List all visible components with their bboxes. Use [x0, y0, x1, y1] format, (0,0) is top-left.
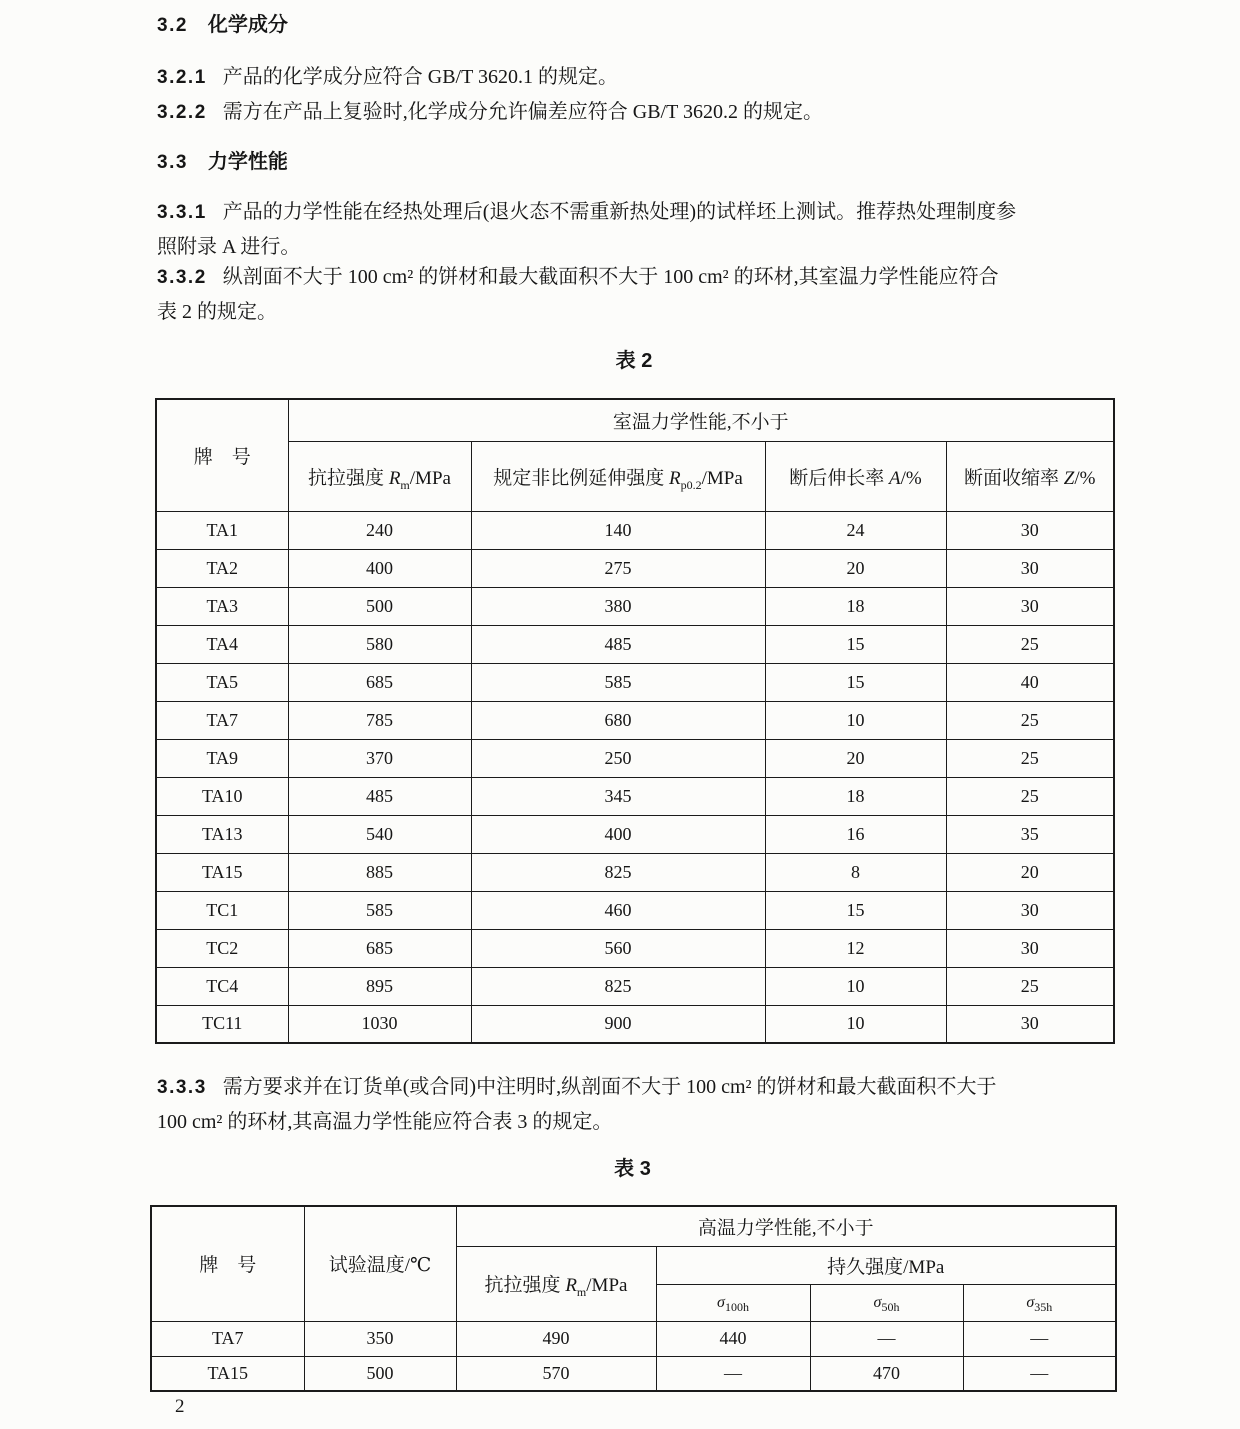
value-cell: 540	[288, 815, 471, 853]
grade-cell: TA3	[156, 587, 288, 625]
value-cell: 12	[765, 929, 946, 967]
value-cell: 560	[471, 929, 765, 967]
value-cell: 20	[946, 853, 1114, 891]
clause-3-2-2	[157, 95, 1132, 130]
value-cell: 25	[946, 739, 1114, 777]
value-cell: 35	[946, 815, 1114, 853]
clause-3-3-2	[157, 260, 1132, 330]
value-cell: 895	[288, 967, 471, 1005]
clause-text: 产品的力学性能在经热处理后(退火态不需重新热处理)的试样坯上测试。推荐热处理制度参	[222, 201, 1017, 223]
table3-sigma35h-header: $\sigma_{35h}$	[963, 1284, 1116, 1321]
value-cell: 460	[471, 891, 765, 929]
clause-3-3-3	[157, 1070, 1132, 1140]
table2-header-row-2	[156, 441, 1114, 511]
table2-col-header-reduction: 断面收缩率 Z/%	[946, 441, 1114, 511]
table2-row	[156, 891, 1114, 929]
table2-row	[156, 1005, 1114, 1043]
value-cell: 500	[288, 587, 471, 625]
table2-row	[156, 929, 1114, 967]
value-cell: 24	[765, 511, 946, 549]
value-cell: 15	[765, 663, 946, 701]
value-cell: 570	[456, 1356, 656, 1391]
table2-row	[156, 967, 1114, 1005]
table3-caption: 表 3	[614, 1158, 651, 1180]
value-cell: 250	[471, 739, 765, 777]
table2-row	[156, 511, 1114, 549]
value-cell: 370	[288, 739, 471, 777]
value-cell: 30	[946, 929, 1114, 967]
clause-number: 3.3.2	[157, 267, 207, 288]
section-number: 3.2	[157, 15, 188, 36]
table3-sigma50h-header: $\sigma_{50h}$	[810, 1284, 963, 1321]
value-cell: 825	[471, 967, 765, 1005]
value-cell: 685	[288, 929, 471, 967]
value-cell: 40	[946, 663, 1114, 701]
clause-text-line2: 表 2 的规定。	[157, 301, 277, 323]
table2-row	[156, 739, 1114, 777]
grade-cell: TA7	[156, 701, 288, 739]
value-cell: 25	[946, 625, 1114, 663]
grade-cell: TC2	[156, 929, 288, 967]
grade-cell: TA2	[156, 549, 288, 587]
grade-cell: TA10	[156, 777, 288, 815]
table2-row	[156, 853, 1114, 891]
value-cell: 900	[471, 1005, 765, 1043]
value-cell: 15	[765, 891, 946, 929]
value-cell: 470	[810, 1356, 963, 1391]
value-cell: 500	[304, 1356, 456, 1391]
clause-3-3-1	[157, 195, 1132, 265]
table2-grade-header: 牌 号	[156, 399, 288, 511]
section-title: 化学成分	[207, 14, 288, 36]
value-cell: 585	[471, 663, 765, 701]
grade-cell: TA7	[151, 1321, 304, 1356]
clause-number: 3.2.1	[157, 67, 207, 88]
table3-row	[151, 1321, 1116, 1356]
value-cell: 440	[656, 1321, 810, 1356]
table2-col-header-elongation: 断后伸长率 A/%	[765, 441, 946, 511]
value-cell: 785	[288, 701, 471, 739]
table2-row	[156, 625, 1114, 663]
table2-room-temperature-properties	[155, 398, 1115, 1044]
value-cell: 350	[304, 1321, 456, 1356]
value-cell: 18	[765, 777, 946, 815]
table3-span-header: 高温力学性能,不小于	[456, 1206, 1116, 1246]
value-cell: 16	[765, 815, 946, 853]
value-cell: 580	[288, 625, 471, 663]
clause-number: 3.3.3	[157, 1077, 207, 1098]
table3-body	[151, 1321, 1116, 1391]
table2-header-row-1	[156, 399, 1114, 441]
grade-cell: TC4	[156, 967, 288, 1005]
value-cell: 490	[456, 1321, 656, 1356]
value-cell: 140	[471, 511, 765, 549]
value-cell: 400	[288, 549, 471, 587]
value-cell: —	[963, 1356, 1116, 1391]
table2-row	[156, 587, 1114, 625]
value-cell: 680	[471, 701, 765, 739]
value-cell: 345	[471, 777, 765, 815]
table2-caption: 表 2	[615, 350, 653, 372]
value-cell: —	[963, 1321, 1116, 1356]
grade-cell: TA1	[156, 511, 288, 549]
table2-row	[156, 701, 1114, 739]
table3-sigma100h-header: $\sigma_{100h}$	[656, 1284, 810, 1321]
value-cell: 10	[765, 701, 946, 739]
grade-cell: TA5	[156, 663, 288, 701]
value-cell: 10	[765, 967, 946, 1005]
value-cell: 380	[471, 587, 765, 625]
table2-row	[156, 777, 1114, 815]
value-cell: 685	[288, 663, 471, 701]
value-cell: —	[810, 1321, 963, 1356]
value-cell: 585	[288, 891, 471, 929]
clause-text-line2: 照附录 A 进行。	[157, 236, 301, 258]
value-cell: 30	[946, 549, 1114, 587]
grade-cell: TA13	[156, 815, 288, 853]
grade-cell: TA15	[151, 1356, 304, 1391]
value-cell: 485	[288, 777, 471, 815]
table3-tensile-header: 抗拉强度 $R_m$/MPa	[456, 1246, 656, 1321]
value-cell: 275	[471, 549, 765, 587]
clause-number: 3.3.1	[157, 202, 207, 223]
clause-text-line2: 100 cm² 的环材,其高温力学性能应符合表 3 的规定。	[157, 1111, 613, 1133]
value-cell: 18	[765, 587, 946, 625]
table2-row	[156, 815, 1114, 853]
page-number: 2	[175, 1396, 185, 1417]
table3-grade-header: 牌 号	[151, 1206, 304, 1321]
table2-row	[156, 663, 1114, 701]
grade-cell: TA15	[156, 853, 288, 891]
table2-col-header-rp02: 规定非比例延伸强度 $R_{p0.2}$/MPa	[471, 441, 765, 511]
clause-text: 纵剖面不大于 100 cm² 的饼材和最大截面积不大于 100 cm² 的环材,其室温力学性能应符合	[222, 266, 999, 288]
table3-endurance-header: 持久强度/MPa	[656, 1246, 1116, 1284]
value-cell: 30	[946, 587, 1114, 625]
table2-body	[156, 511, 1114, 1043]
value-cell: 400	[471, 815, 765, 853]
value-cell: 25	[946, 777, 1114, 815]
grade-cell: TC11	[156, 1005, 288, 1043]
clause-text: 需方在产品上复验时,化学成分允许偏差应符合 GB/T 3620.2 的规定。	[222, 101, 823, 123]
section-number: 3.3	[157, 152, 188, 173]
value-cell: 240	[288, 511, 471, 549]
clause-text: 需方要求并在订货单(或合同)中注明时,纵剖面不大于 100 cm² 的饼材和最大截面积不大于	[222, 1076, 997, 1098]
grade-cell: TA9	[156, 739, 288, 777]
value-cell: 20	[765, 549, 946, 587]
value-cell: 25	[946, 701, 1114, 739]
value-cell: 485	[471, 625, 765, 663]
section-heading-3-3	[157, 145, 288, 174]
clause-3-2-1	[157, 60, 1132, 95]
section-title: 力学性能	[207, 151, 288, 173]
value-cell: 15	[765, 625, 946, 663]
value-cell: 30	[946, 1005, 1114, 1043]
grade-cell: TC1	[156, 891, 288, 929]
table3-high-temperature-properties	[150, 1205, 1117, 1392]
value-cell: 30	[946, 891, 1114, 929]
value-cell: 885	[288, 853, 471, 891]
value-cell: 25	[946, 967, 1114, 1005]
clause-text: 产品的化学成分应符合 GB/T 3620.1 的规定。	[222, 66, 618, 88]
value-cell: 10	[765, 1005, 946, 1043]
table3-temp-header: 试验温度/℃	[304, 1206, 456, 1321]
section-heading-3-2	[157, 8, 288, 37]
table2-row	[156, 549, 1114, 587]
table3-header-row-1	[151, 1206, 1116, 1246]
table2-span-header: 室温力学性能,不小于	[288, 399, 1114, 441]
grade-cell: TA4	[156, 625, 288, 663]
value-cell: 20	[765, 739, 946, 777]
value-cell: —	[656, 1356, 810, 1391]
table2-col-header-rm: 抗拉强度 $R_m$/MPa	[288, 441, 471, 511]
table3-row	[151, 1356, 1116, 1391]
value-cell: 825	[471, 853, 765, 891]
value-cell: 1030	[288, 1005, 471, 1043]
value-cell: 30	[946, 511, 1114, 549]
clause-number: 3.2.2	[157, 102, 207, 123]
value-cell: 8	[765, 853, 946, 891]
